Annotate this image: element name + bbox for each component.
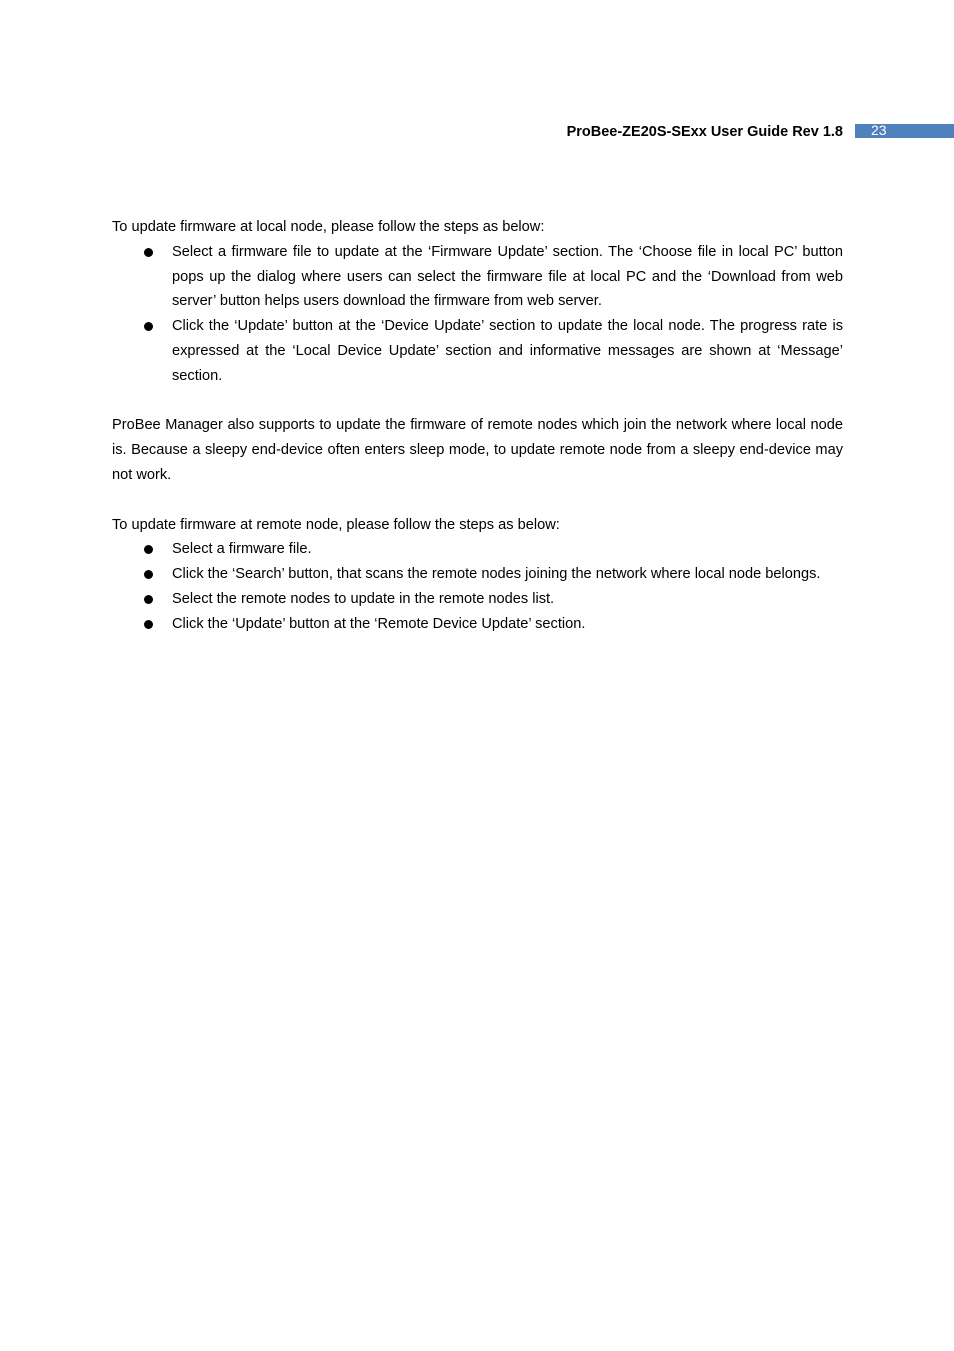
page-number-bar (855, 124, 954, 138)
list-item-text: Click the ‘Update’ button at the ‘Device Update’ section to update the local node. The progress rate is expressed at the ‘Local Device Update’ section and informative messages are shown at ‘Message’ section. (172, 318, 843, 384)
list-item (112, 612, 843, 637)
list-item (112, 587, 843, 612)
spacer (112, 389, 843, 414)
remote-update-steps (112, 537, 843, 636)
list-item-text: Select a firmware file to update at the ‘Firmware Update’ section. The ‘Choose file in local PC’ button pops up the dialog where users can select the firmware file at local PC and the ‘Download from web server’ button helps users download the firmware from web server. (172, 243, 843, 310)
list-item (112, 314, 843, 388)
local-update-steps (112, 240, 843, 389)
bullet-icon (144, 570, 153, 579)
remote-update-intro: To update firmware at remote node, please follow the steps as below: (112, 516, 560, 533)
remote-update-paragraph: ProBee Manager also supports to update the firmware of remote nodes which join the network where local node is. Because a sleepy end-device often enters sleep mode, to update remote node from a sleepy end-device may not work. (112, 417, 843, 483)
list-item (112, 240, 843, 314)
bullet-icon (144, 248, 153, 257)
list-item-text: Click the ‘Search’ button, that scans the remote nodes joining the network where local node belongs. (172, 566, 821, 583)
page-header (0, 122, 954, 140)
page-content (112, 215, 843, 637)
local-update-intro: To update firmware at local node, please follow the steps as below: (112, 219, 545, 235)
bullet-icon (144, 545, 153, 554)
list-item (112, 562, 843, 587)
bullet-icon (144, 620, 153, 629)
list-item-text: Select the remote nodes to update in the remote nodes list. (172, 590, 555, 607)
spacer (112, 488, 843, 513)
bullet-icon (144, 322, 153, 331)
document-title: ProBee-ZE20S-SExx User Guide Rev 1.8 (566, 124, 843, 140)
list-item (112, 537, 843, 562)
page-number: 23 (871, 122, 887, 138)
list-item-text: Click the ‘Update’ button at the ‘Remote Device Update’ section. (172, 615, 586, 632)
list-item-text: Select a firmware file. (172, 541, 312, 558)
bullet-icon (144, 595, 153, 604)
